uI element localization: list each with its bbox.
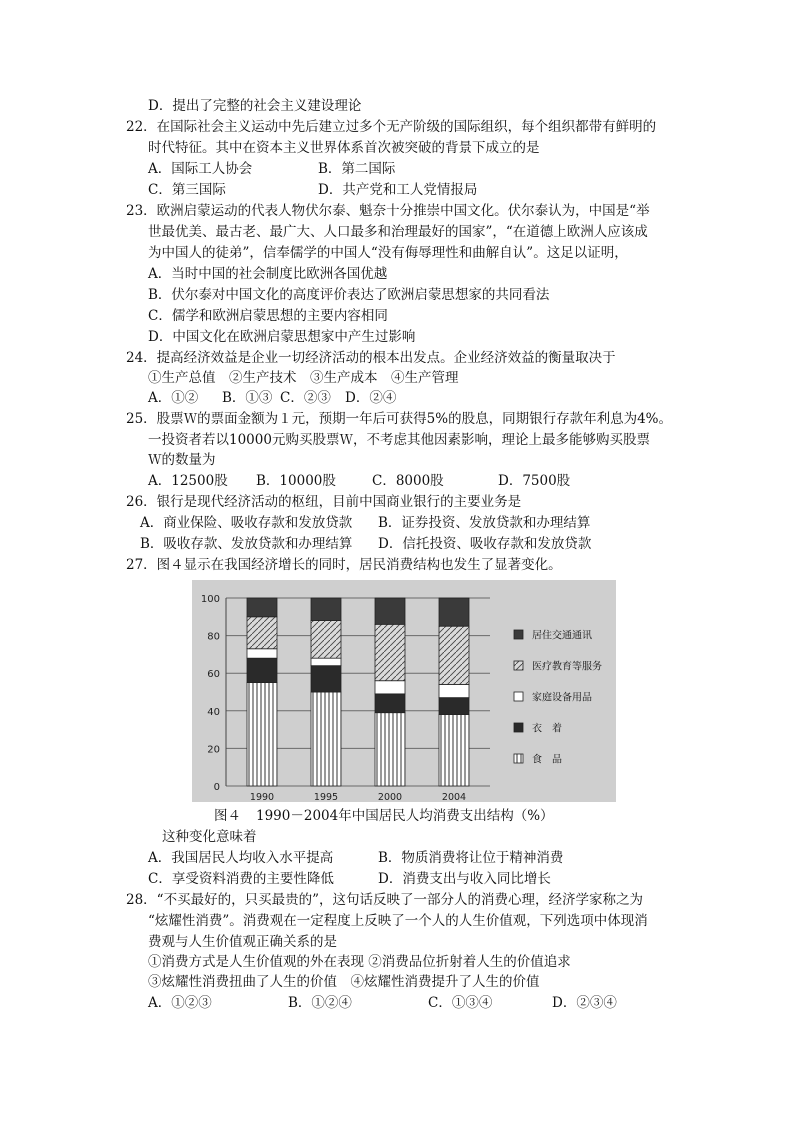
bar-1995-seg-2	[311, 658, 341, 666]
bar-1995-seg-3	[311, 621, 341, 659]
bar-2000-seg-3	[375, 624, 405, 680]
x-tick-label-2004: 2004	[441, 792, 467, 802]
q23-option-c: C．儒学和欧洲启蒙思想的主要内容相同	[148, 308, 388, 324]
bar-2000-seg-0	[375, 713, 405, 786]
q23-stem-line2: 世最优美、最古老、最广大、人口最多和治理最好的国家”，“在道德上欧洲人应该成	[148, 224, 648, 240]
q28-stem-line2: “炫耀性消费”。消费观在一定程度上反映了一个人的人生价值观，下列选项中体现消	[148, 913, 648, 929]
q27-stem-line1: 27．图４显示在我国经济增长的同时，居民消费结构也发生了显著变化。	[126, 557, 562, 573]
bar-2004-seg-4	[439, 598, 469, 626]
bar-2004-seg-3	[439, 626, 469, 684]
x-tick-label-1990: 1990	[249, 792, 275, 802]
q26-option-a: A．商业保险、吸收存款和发放贷款	[140, 515, 353, 531]
q28-stem-line1: 28．“不买最好的，只买最贵的”，这句话反映了一部分人的消费心理，经济学家称之为	[126, 892, 643, 908]
q24-option-a: A．①②	[148, 390, 199, 406]
q24-option-b: B．①③	[222, 390, 273, 406]
y-tick-label-80: 80	[207, 631, 220, 643]
q22-option-c: C．第三国际	[148, 182, 226, 198]
q26-option-c: B．吸收存款、发放贷款和办理结算	[140, 536, 353, 552]
y-tick-label-0: 0	[213, 782, 220, 793]
q23-option-a: A．当时中国的社会制度比欧洲各国优越	[148, 266, 388, 282]
q25-stem-line1: 25．股票Ｗ的票面金额为１元，预期一年后可获得5%的股息，同期银行存款年利息为4%。	[126, 411, 673, 427]
y-tick-label-60: 60	[207, 669, 220, 681]
q28-statement-1-2: ①消费方式是人生价值观的外在表现 ②消费品位折射着人生的价值追求	[148, 954, 571, 970]
legend-swatch-3	[514, 723, 523, 732]
q22-option-b: B．第二国际	[318, 161, 396, 177]
q22-option-a: A．国际工人协会	[148, 161, 253, 177]
legend-label-2: 家庭设备用品	[532, 692, 592, 704]
bar-1990-seg-0	[247, 683, 277, 786]
q27-option-b: B．物质消费将让位于精神消费	[378, 850, 564, 866]
q28-statement-3-4: ③炫耀性消费扭曲了人生的价值 ④炫耀性消费提升了人生的价值	[148, 974, 540, 990]
q26-stem-line1: 26．银行是现代经济活动的枢纽，目前中国商业银行的主要业务是	[126, 494, 522, 510]
y-tick-label-20: 20	[207, 744, 220, 756]
bar-2004-seg-2	[439, 684, 469, 697]
bar-1990-seg-4	[247, 598, 277, 617]
y-tick-label-40: 40	[207, 706, 220, 718]
x-tick-label-2000: 2000	[377, 792, 403, 802]
q27-stem-line2: 这种变化意味着	[162, 829, 257, 845]
q23-stem-line1: 23．欧洲启蒙运动的代表人物伏尔泰、魁奈十分推崇中国文化。伏尔泰认为，中国是“举	[126, 203, 650, 219]
q25-option-c: C．8000股	[372, 473, 444, 489]
q25-option-d: D．7500股	[498, 473, 571, 489]
q28-stem-line3: 费观与人生价值观正确关系的是	[148, 934, 337, 950]
q25-stem-line3: Ｗ的数量为	[148, 452, 216, 468]
q28-option-a: A．①②③	[148, 995, 212, 1011]
bar-2004-seg-0	[439, 715, 469, 786]
bar-1995-seg-1	[311, 666, 341, 692]
q23-option-b: B．伏尔泰对中国文化的高度评价表达了欧洲启蒙思想家的共同看法	[148, 287, 550, 303]
bar-1990-seg-3	[247, 617, 277, 649]
bar-2000-seg-2	[375, 681, 405, 694]
figure-caption-text: 1990－2004年中国居民人均消费支出结构（%）	[256, 808, 554, 824]
q22-option-d: D．共产党和工人党情报局	[318, 182, 478, 198]
q24-stem-line2: ①生产总值 ②生产技术 ③生产成本 ④生产管理	[148, 370, 459, 386]
bar-2000-seg-4	[375, 598, 405, 624]
bar-1995-seg-4	[311, 598, 341, 621]
x-tick-label-1995: 1995	[313, 792, 339, 802]
bar-1990-seg-2	[247, 649, 277, 658]
q23-stem-line3: 为中国人的徒弟”，信奉儒学的中国人“没有侮辱理性和曲解自认”。这足以证明，	[148, 245, 628, 261]
q26-option-b: B．证券投资、发放贷款和办理结算	[378, 515, 591, 531]
q28-option-b: B．①②④	[288, 995, 352, 1011]
q28-option-c: C．①③④	[428, 995, 493, 1011]
y-tick-label-100: 100	[200, 594, 220, 605]
q25-stem-line2: 一投资者若以10000元购买股票Ｗ，不考虑其他因素影响，理论上最多能够购买股票	[148, 432, 650, 448]
bar-2000-seg-1	[375, 694, 405, 713]
q25-option-b: B．10000股	[256, 473, 336, 489]
q27-option-a: A．我国居民人均收入水平提高	[148, 850, 334, 866]
legend-swatch-0	[514, 630, 523, 639]
q23-option-d: D．中国文化在欧洲启蒙思想家中产生过影响	[148, 329, 416, 345]
q22-stem-line1: 22．在国际社会主义运动中先后建立过多个无产阶级的国际组织，每个组织都带有鲜明的	[126, 119, 657, 135]
legend-swatch-2	[514, 692, 523, 701]
q24-stem-line1: 24．提高经济效益是企业一切经济活动的根本出发点。企业经济效益的衡量取决于	[126, 350, 616, 366]
bar-2004-seg-1	[439, 698, 469, 715]
bar-1995-seg-0	[311, 692, 341, 786]
q25-option-a: A．12500股	[148, 473, 228, 489]
bar-1990-seg-1	[247, 658, 277, 682]
q24-option-c: C．②③	[280, 390, 331, 406]
legend-label-0: 居住交通通讯	[532, 630, 592, 642]
q22-stem-line2: 时代特征。其中在资本主义世界体系首次被突破的背景下成立的是	[148, 140, 540, 156]
q28-option-d: D．②③④	[552, 995, 617, 1011]
q27-option-c: C．享受资料消费的主要性降低	[148, 871, 334, 887]
q21-option-d: D．提出了完整的社会主义建设理论	[148, 98, 362, 114]
q24-option-d: D．②④	[345, 390, 397, 406]
legend-swatch-4	[514, 754, 523, 763]
q26-option-d: D．信托投资、吸收存款和发放贷款	[378, 536, 592, 552]
legend-label-3: 衣 着	[532, 723, 562, 735]
legend-swatch-1	[514, 661, 523, 670]
legend-label-4: 食 品	[532, 754, 562, 766]
legend-label-1: 医疗教育等服务	[532, 661, 602, 673]
q27-option-d: D．消费支出与收入同比增长	[378, 871, 551, 887]
figure-caption-label: 图４	[214, 808, 241, 824]
consumption-structure-chart	[192, 580, 616, 802]
chart-svg	[192, 580, 616, 802]
